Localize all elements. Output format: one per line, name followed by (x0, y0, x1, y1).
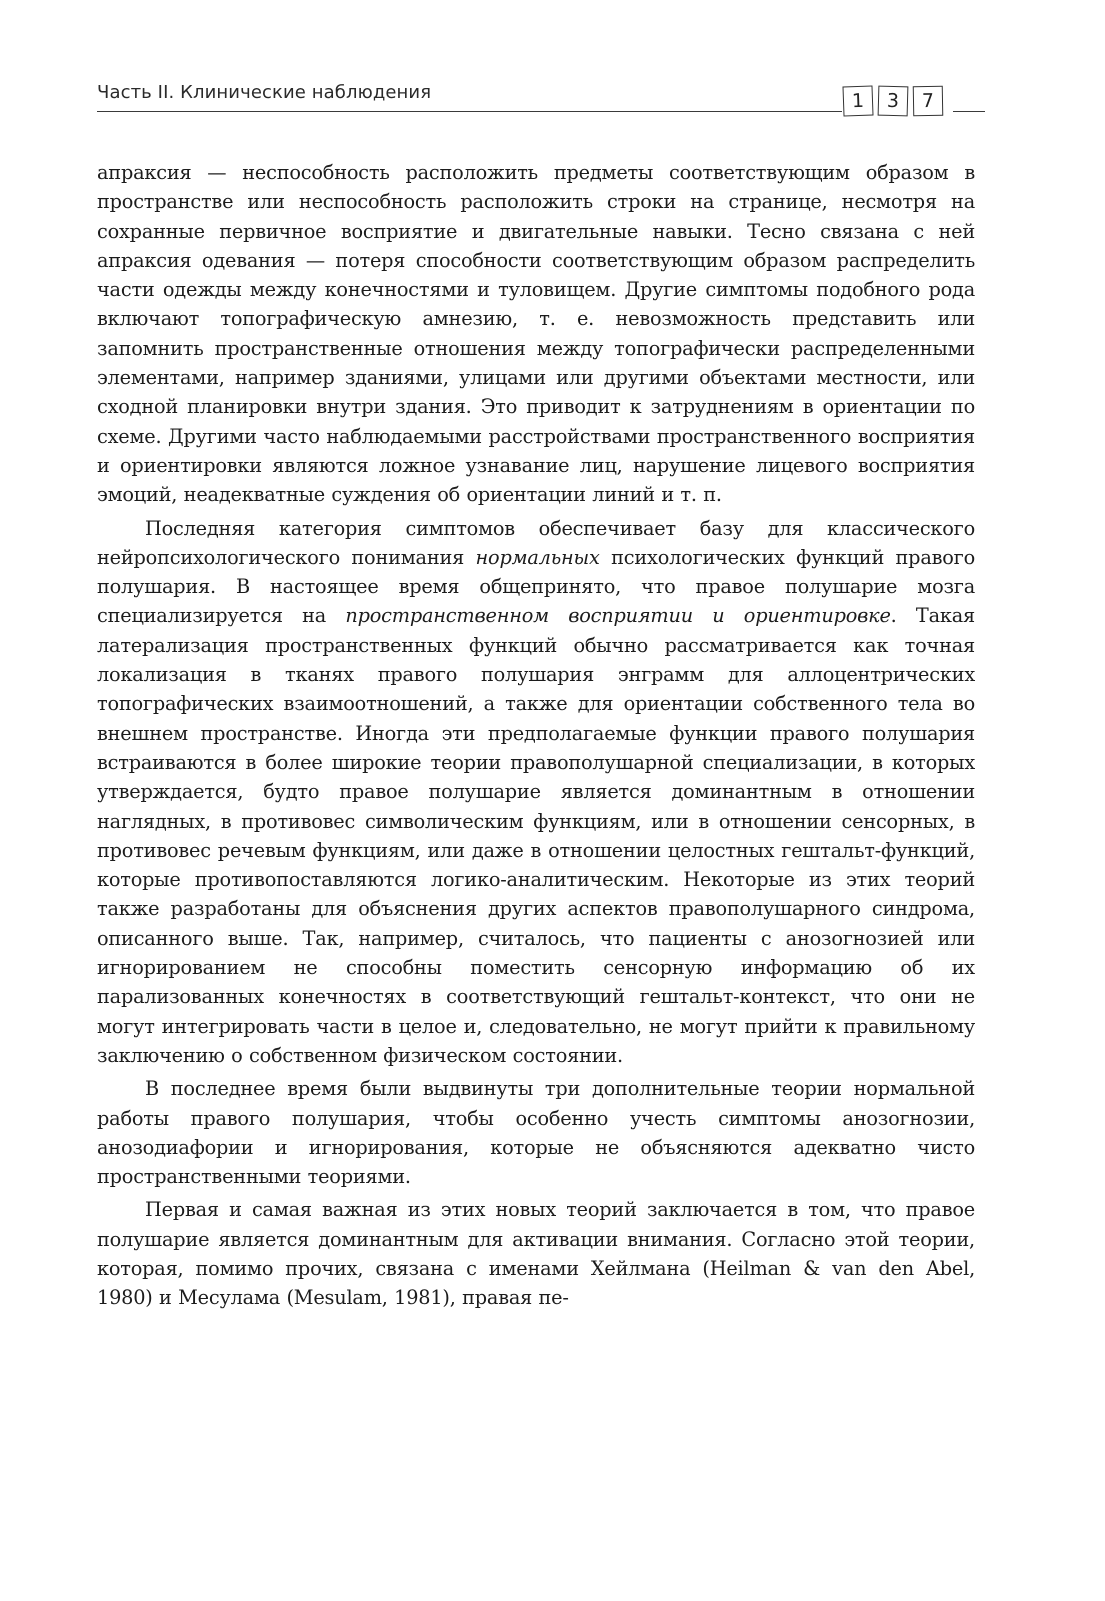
paragraph (97, 514, 975, 1071)
page-number-digit: 1 (842, 85, 873, 116)
text-segment: В последнее время были выдвинуты три дополнительные теории нормальной работы правого полушария, чтобы особенно учесть симптомы анозогнозии, анозодиафории и игнорирования, которые не объясняются адекватно чисто пространственными теориями. (97, 1077, 975, 1189)
text-segment: Первая и самая важная из этих новых теорий заключается в том, что правое полушарие является доминантным для активации внимания. Согласно этой теории, которая, помимо прочих, связана с именами Хейлмана (Heilman & van den Abel, 1980) и Месулама (Mesulam, 1981), правая пе- (97, 1198, 975, 1310)
header-rule-tail (953, 111, 985, 112)
page-number-digit: 7 (913, 86, 944, 117)
paragraph (97, 1074, 975, 1191)
text-segment: Последняя категория симптомов обеспечивает базу для классического нейропсихологического понимания (97, 516, 975, 569)
page-number-digit: 3 (878, 86, 909, 117)
page-header (97, 78, 987, 118)
text-segment: . Такая латерализация пространственных функций обычно рассматривается как точная локализация в тканях правого полушария энграмм для аллоцентрических топографических взаимоотношений, а также для ориентации собственного тела во внешнем пространстве. Иногда эти предполагаемые функции правого полушария встраиваются в более широкие теории правополушарной специализации, в которых утверждается, будто правое полушарие является доминантным в отношении наглядных, в противовес символическим функциям, или в отношении сенсорных, в противовес речевым функциям, или даже в отношении целостных гештальт-функций, которые противопоставляются логико-аналитическим. Некоторые из этих теорий также разработаны для объяснения других аспектов правополушарного синдрома, описанного выше. Так, например, считалось, что пациенты с анозогнозией или игнорированием не способны поместить сенсорную информацию об их парализованных конечностях в соответствующий гештальт-контекст, что они не могут интегрировать части в целое и, следовательно, не могут прийти к правильному заключению о собственном физическом состоянии. (97, 604, 975, 1067)
text-segment: апраксия — неспособность расположить предметы соответствующим образом в пространстве или неспособность расположить строки на странице, несмотря на сохранные первичное восприятие и двигательные навыки. Тесно связана с ней апраксия одевания — потеря способности соответствующим образом распределить части одежды между конечностями и туловищем. Другие симптомы подобного рода включают топографическую амнезию, т. е. невозможность представить или запомнить пространственные отношения между топографически распределенными элементами, например зданиями, улицами или другими объектами местности, или сходной планировки внутри здания. Это приводит к затруднениям в ориентации по схеме. Другими часто наблюдаемыми расстройствами пространственного восприятия и ориентировки являются ложное узнавание лиц, нарушение лицевого восприятия эмоций, неадекватные суждения об ориентации линий и т. п. (97, 161, 975, 507)
paragraph (97, 1195, 975, 1312)
running-head: Часть II. Клинические наблюдения (97, 82, 432, 103)
italic-term: пространственном восприятии и ориентировке (345, 604, 891, 628)
body-text (97, 158, 975, 1317)
paragraph (97, 158, 975, 510)
text-segment: психологических функций правого полушария. В настоящее время общепринято, что правое полушарие мозга специализируется на (97, 545, 975, 628)
header-rule (97, 111, 842, 112)
italic-term: нормальных (475, 545, 600, 569)
page-number (843, 86, 943, 116)
